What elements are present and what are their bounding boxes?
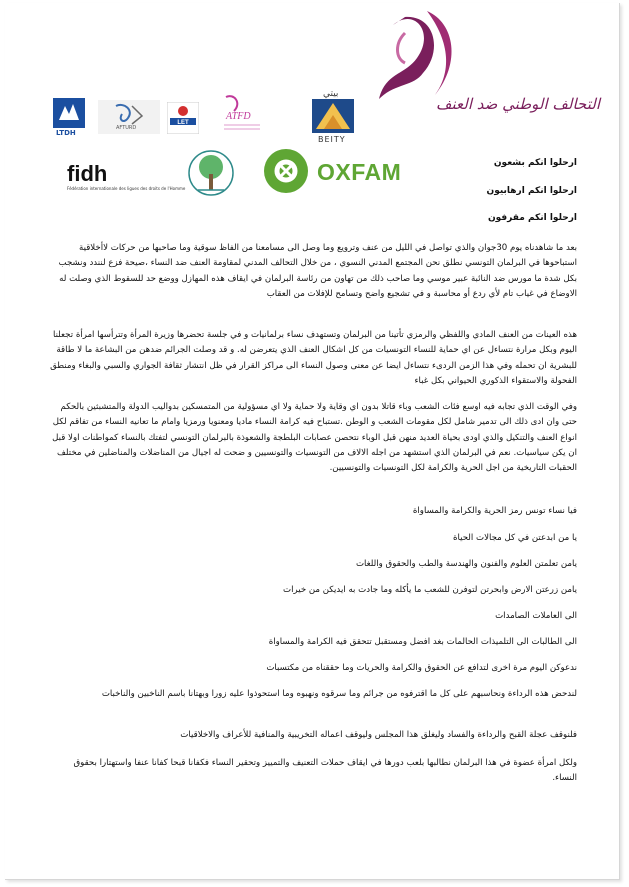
beity-logo (312, 99, 354, 133)
line-4: يامن زرعتن الارض وابحرتن لتوفرن للشعب ما يأكله وما جادت به ايديكن من خيرات (283, 585, 577, 595)
heading-2: ارحلوا انكم ارهابيون (486, 186, 577, 196)
oxfam-icon (264, 149, 308, 193)
coalition-logo (365, 3, 615, 133)
beity-label-ar: بيتي (323, 89, 339, 99)
document-page (5, 3, 620, 880)
tree-logo (188, 150, 234, 196)
let-logo (167, 102, 199, 134)
paragraph-2: هذه العينات من العنف المادي واللفظي والرمزي تأتينا من البرلمان وتستهدف نساء برلمانيات و في جلسة تحضرها وزيرة المرأة وتترأسها امرأة تجعلنا اليوم وبكل مرارة نتساءل عن اي حماية للنساء التونسيات من كل اشكال العنف الذي يتعرضن له. و قد وصلت الجرائم ضدهن من البشاعة ما لا طاقة للبشرية ان تحمله وفي هذا الزمن الردىء نتساءل ايضا عن معنى وصول النساء الى مراكز القرار في ظل انتشار ثقافة الجواري والسبي والبغاء ومنطق الفحولة والاستقواء الذكوري الحيواني بكل غباء (50, 330, 577, 386)
ltdh-label: LTDH (56, 129, 76, 137)
line-1: فيا نساء تونس رمز الحرية والكرامة والمساواة (412, 506, 577, 516)
fidh-subtitle: Fédération internationale des ligues des droits de l'Homme (67, 186, 186, 191)
line-10: ولكل امرأة عضوة في هذا البرلمان نطالبها بلعب دورها في ايقاف حملات التعنيف والتمييز وتحقير النساء فكفانا قبحا كفانا عنفا واستهتارا بحقوق النساء. (73, 758, 577, 784)
heading-3: ارحلوا انكم مقرفون (487, 213, 577, 223)
oxfam-label: OXFAM (317, 159, 402, 185)
paragraph-3: وفي الوقت الذي تجابه فيه اوسع فئات الشعب وباء قاتلا بدون اي وقاية ولا حماية ولا اي مسؤولية من المتمسكين بدواليب الدولة والمتشبثين بالحكم حتى وان ادى ذلك الى تدمير شامل لكل مقومات الشعب و الوطن .تستباح فيه كرامة النساء ماديا ومعنويا ورمزيا وامام ما تعانيه النساء من تفاقم لكل انواع العنف والتنكيل والذي اودى بحياة العديد منهن قبل الوباء نتحصن عصابات البلطجة والشعوذة بالبرلمان التونسي لتفتك بالنساء كمواطنات اولا قبل ان يكن سياسيات. نعم في البرلمان الذي استشهد من اجله الالاف من التونسيات والتونسيين و ضحت له اجيال من المناضلات والمناضلين في مختلف الحقبات التاريخية من اجل الحرية والكرامة لكل التونسيات والتونسيين. (52, 402, 577, 474)
atfd-logo (220, 93, 264, 135)
line-6: الى الطالبات الى التلميذات الحالمات بغد افضل ومستقبل تتحقق فيه الكرامة والمساواة (268, 637, 577, 647)
line-2: يا من ابدعتن في كل مجالات الحياة (453, 533, 577, 543)
line-7: ندعوكن اليوم مرة اخرى لتدافع عن الحقوق والكرامة والحريات وما حققناه من مكتسبات (266, 663, 577, 673)
coalition-title: التحالف الوطني ضد العنف (435, 95, 600, 113)
line-9: فلنوقف عجلة القبح والرداءة والفساد وليغلق هذا المجلس وليوقف اعماله التخريبية والمنافية للأعراف والاخلاقيات (180, 730, 577, 740)
paragraph-1: بعد ما شاهدناه يوم 30جوان والذي تواصل في الليل من عنف وترويع وما وصل الى مسامعنا من الفاظ سوقية وما صاحبها من حركات لاأخلاقية استباحوها في البرلمان التونسي نطلق نحن المجتمع المدني النسوي ، من خلال التحالف المدني لمقاومة العنف ضد النساء ،صيحة فزع لنندد ونشجب بكل شدة ما مورس ضد النائبة عبير موسي وما صاحب ذلك من تهاون من رئاسة البرلمان في ايقاف هذه المهازل ووضع حد للسقوط الذي وصلت له الاوضاع في غياب تام لأي ردع أو محاسبة و في تشجيع واضح وتسامح للإفلات من العقاب (58, 243, 577, 299)
fidh-label: fidh (67, 161, 108, 186)
line-3: يامن تعلمتن العلوم والفنون والهندسة والطب والحقوق واللغات (355, 559, 577, 569)
logo-header (5, 3, 619, 203)
line-5: الى العاملات الصامدات (495, 611, 577, 621)
line-8: لندحض هذه الرداءة ونحاسبهم على كل ما اقترفوه من جرائم وما سرقوه ونهبوه وما استحوذوا عليه زورا وبهتانا باسم الناخبين والناخبات (101, 689, 577, 699)
afturd-label: AFTURD (116, 125, 137, 131)
beity-label-en: BEITY (318, 135, 346, 144)
svg-text:ATFD: ATFD (226, 111, 251, 122)
svg-text:LET: LET (177, 120, 189, 126)
heading-1: ارحلوا انكم بشعون (493, 158, 577, 168)
